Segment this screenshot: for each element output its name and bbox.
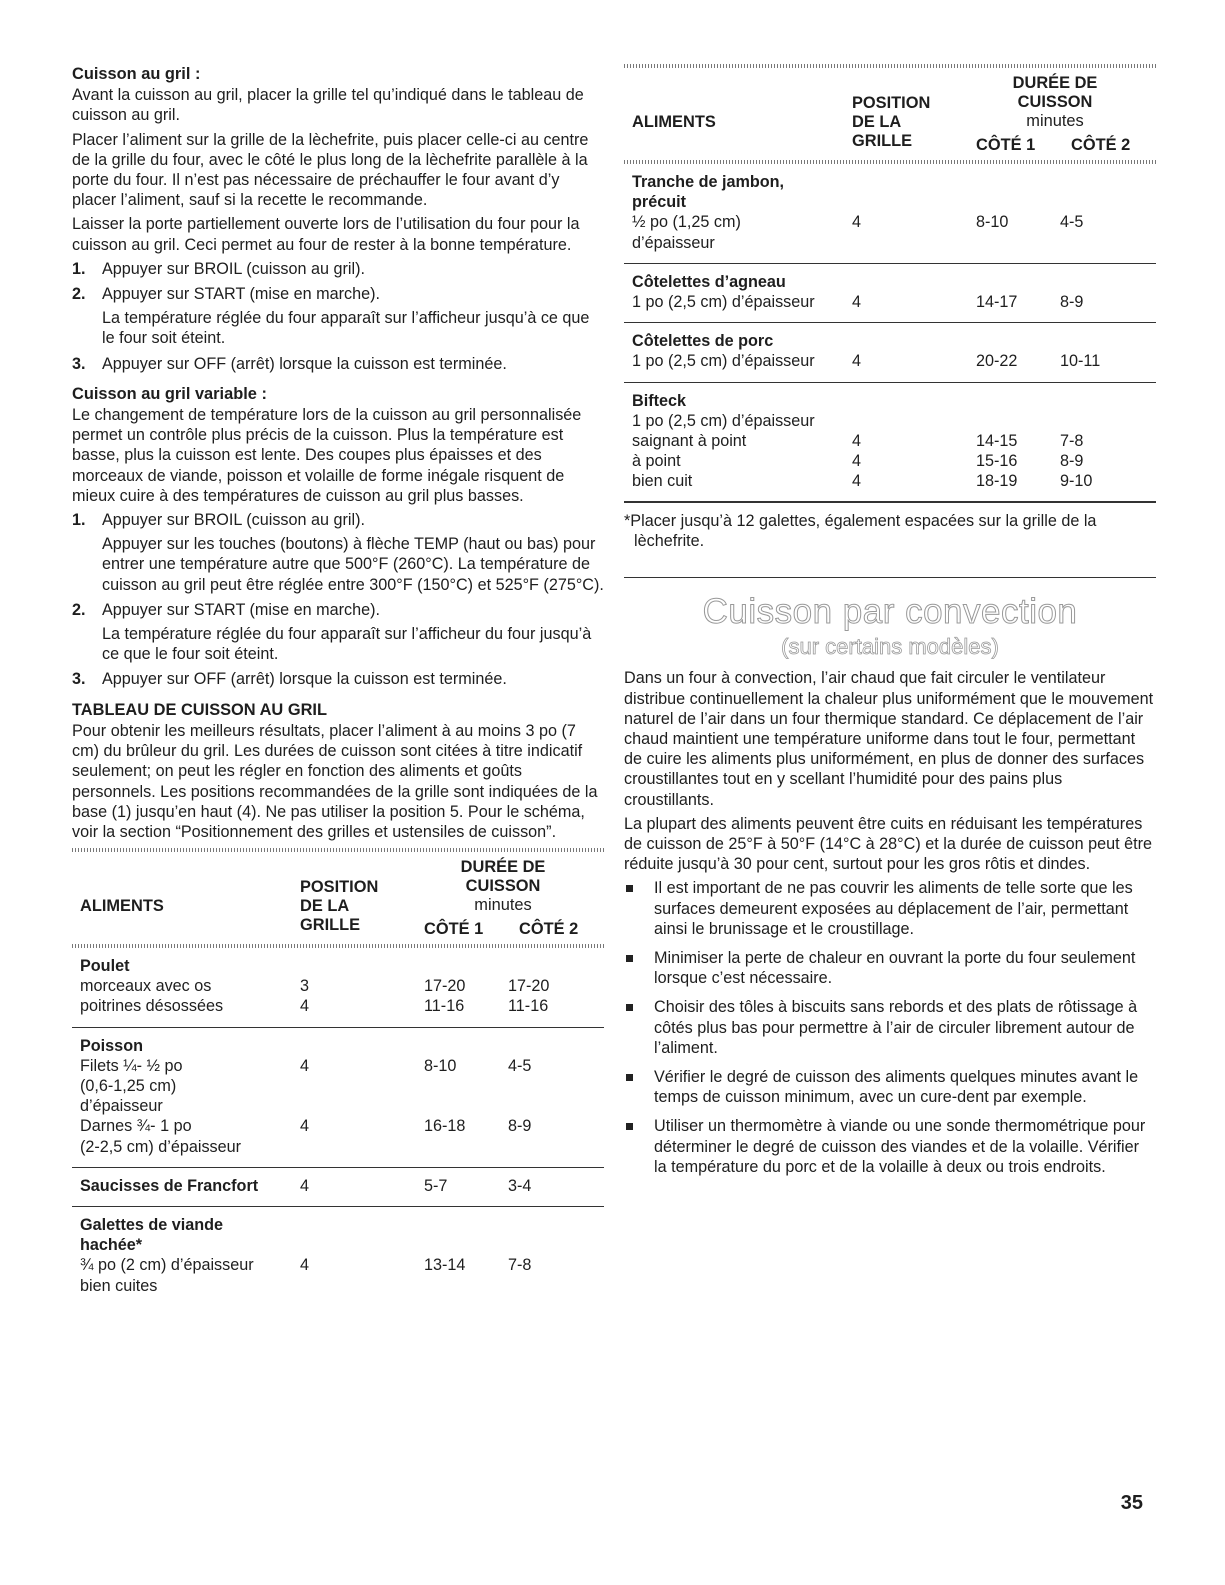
table-row [624,351,1156,371]
step-item [72,510,604,595]
side-1-time: 5-7 [424,1176,448,1195]
table-group [72,1168,604,1207]
step-detail: La température réglée du four apparaît sur l’afficheur jusqu’à ce que le four soit éteint. [102,309,590,348]
rack-position: 4 [300,1117,310,1136]
side-1-time: 11-16 [424,997,465,1016]
step-text: Appuyer sur START (mise en marche). [102,285,380,304]
side-2-time: 3-4 [508,1176,532,1195]
food-name-continued: hachée* [80,1236,143,1255]
rack-position: 3 [300,977,310,996]
tip-item [624,1116,1156,1177]
table-row [624,471,1156,491]
food-detail: (0,6-1,25 cm) [80,1077,177,1096]
food-detail: à point [632,452,681,471]
step-item [72,354,604,374]
side-2-time: 7-8 [1060,431,1084,450]
rack-position: 4 [300,1256,310,1275]
section-divider [624,577,1156,578]
header-position: POSITION [852,94,931,112]
tip-item [624,878,1156,939]
broil-table-heading: TABLEAU DE CUISSON AU GRIL [72,700,327,719]
food-name-continued: précuit [632,193,686,212]
table-row [72,1137,604,1157]
header-aliments: ALIMENTS [632,113,716,131]
header-position: POSITION [300,878,379,897]
broil-table-right [624,164,1156,501]
table-group [624,264,1156,323]
table-group-name-row [624,192,1156,212]
step-text: Appuyer sur BROIL (cuisson au gril). [102,511,365,530]
header-duree: DURÉE DE [1012,74,1098,92]
food-name: Saucisses de Francfort [80,1176,259,1195]
food-name: Tranche de jambon, [632,173,785,191]
tip-text: Il est important de ne pas couvrir les aliments de telle sorte que les surfaces demeurent exposées au déplacement de l’air, permettant ainsi le brunissage et le croustillage. [654,879,1133,938]
broil-paragraph-3: Laisser la porte partiellement ouverte lors de l’utilisation du four pour la cuisson au gril. Ceci permet au four de rester à la bonne température. [72,215,580,254]
side-2-time: 8-9 [1060,292,1084,311]
table-group-name-row [72,1235,604,1255]
header-cuisson: CUISSON [465,877,541,896]
side-2-time: 9-10 [1060,472,1093,491]
table-group [624,164,1156,264]
bullet-square-icon [626,1004,633,1011]
bullet-square-icon [626,1123,633,1130]
table-row [72,1116,604,1136]
tip-text: Utiliser un thermomètre à viande ou une sonde thermométrique pour déterminer le degré de cuisson des viandes et de la volaille. Vérifier la température du porc et de la volaille à deux ou trois endroits. [654,1117,1146,1176]
food-name: Côtelettes de porc [632,332,774,351]
page-number: 35 [1120,1492,1143,1514]
food-detail: d’épaisseur [632,233,715,252]
rack-position: 4 [852,452,862,471]
table-row [72,1255,604,1275]
table-row [72,1276,604,1296]
tip-item [624,948,1156,988]
table-group-name-row [72,956,604,976]
side-1-time: 18-19 [976,472,1018,491]
header-cote-2: CÔTÉ 2 [519,920,579,939]
food-name: Galettes de viande [80,1215,224,1234]
convection-title: Cuisson par convection [702,592,1078,632]
table-row [72,976,604,996]
table-row [624,233,1156,253]
broil-paragraph-2: Placer l’aliment sur la grille de la lèchefrite, puis placer celle-ci au centre de la grille du four, avec le côté le plus long de la lèchefrite parallèle à la porte du four. Il n’est pas nécessaire de préchauffer le four avant d’y placer l’aliment, sauf si la recette le recommande. [72,130,589,210]
food-detail: Darnes ¾- 1 po [80,1117,192,1136]
bullet-square-icon [626,955,633,962]
side-2-time: 11-16 [508,997,549,1016]
header-duree: DURÉE DE [460,858,546,877]
step-item [72,259,604,279]
header-minutes: minutes [474,896,532,915]
side-1-time: 16-18 [424,1117,466,1136]
side-2-time: 8-9 [1060,452,1084,471]
food-detail: ½ po (1,25 cm) [632,213,741,232]
step-item [72,284,604,349]
side-2-time: 4-5 [1060,213,1084,232]
food-name: Poisson [80,1036,143,1055]
food-detail: 1 po (2,5 cm) d’épaisseur [632,411,815,430]
header-cuisson: CUISSON [1017,93,1093,111]
table-row [72,1096,604,1116]
food-detail: d’épaisseur [80,1097,163,1116]
step-number: 2. [72,285,86,304]
broil-table-intro: Pour obtenir les meilleurs résultats, placer l’aliment à au moins 3 po (7 cm) du brûleur du gril. Les durées de cuisson sont citées à titre indicatif seulement; on peut les régler en fonction des aliments et goûts personnels. Les positions recommandées de la grille sont indiquées de la base (1) jusqu’en haut (4). Ne pas utiliser la position 5. Pour le schéma, voir la section “Positionnement des grilles et ustensiles de cuisson”. [72,721,598,841]
broil-paragraph-1: Avant la cuisson au gril, placer la grille tel qu’indiqué dans le tableau de cuisson au gril. [72,86,584,125]
food-detail: 1 po (2,5 cm) d’épaisseur [632,352,815,371]
step-item [72,669,604,689]
food-name: Bifteck [632,391,686,410]
convection-paragraph-1: Dans un four à convection, l’air chaud que fait circuler le ventilateur distribue continuellement la chaleur plus uniformément que le mouvement naturel de l’air dans un four thermique standard. Ce déplacement de l’air chaud maintient une température uniforme dans tout le four, permettant de cuire les aliments plus uniformément, en plus de donner des surfaces croustillantes tout en y scellant l’humidité pour des pains plus croustillants. [624,669,1154,809]
step-number: 3. [72,354,86,373]
rack-position: 4 [852,352,862,371]
header-cote-2: CÔTÉ 2 [1071,136,1131,154]
table-group [72,948,604,1028]
rack-position: 4 [852,472,862,491]
right-column [624,64,1156,1186]
table-row [624,212,1156,232]
header-de-la: DE LA [300,897,350,916]
header-aliments: ALIMENTS [80,897,164,916]
step-detail: La température réglée du four apparaît sur l’afficheur du four jusqu’à ce que le four soit éteint. [102,625,592,664]
side-2-time: 8-9 [508,1117,532,1136]
table-row [624,431,1156,451]
table-group-name-row [72,1036,604,1056]
rack-position: 4 [300,997,310,1016]
side-2-time: 10-11 [1060,352,1101,371]
food-name: Poulet [80,957,130,976]
step-text: Appuyer sur OFF (arrêt) lorsque la cuisson est terminée. [102,354,507,373]
table-group-name-row [72,1215,604,1235]
side-2-time: 4-5 [508,1056,532,1075]
step-number: 1. [72,511,86,530]
header-minutes: minutes [1026,112,1084,130]
side-1-time: 17-20 [424,977,466,996]
table-group-name-row [624,391,1156,411]
food-detail: (2-2,5 cm) d’épaisseur [80,1137,242,1156]
food-detail: bien cuites [80,1276,158,1295]
side-1-time: 8-10 [976,213,1009,232]
food-name: Côtelettes d’agneau [632,272,786,291]
convection-subtitle: (sur certains modèles) [781,634,999,660]
header-grille: GRILLE [300,916,361,935]
table-row [624,411,1156,431]
tip-item [624,1067,1156,1107]
header-cote-1: CÔTÉ 1 [976,136,1036,154]
bullet-square-icon [626,885,633,892]
food-detail: ¾ po (2 cm) d’épaisseur [80,1256,254,1275]
rack-position: 4 [300,1056,310,1075]
table-group-name-row [624,331,1156,351]
broil-table-header-left [72,852,604,944]
tip-item [624,997,1156,1058]
table-group [624,383,1156,502]
bullet-square-icon [626,1074,633,1081]
side-1-time: 14-17 [976,292,1018,311]
step-item [72,600,604,665]
step-text: Appuyer sur START (mise en marche). [102,600,380,619]
table-group [72,1028,604,1168]
header-cote-1: CÔTÉ 1 [424,920,484,939]
broil-steps-list [72,259,604,374]
table-row [72,1056,604,1076]
step-number: 1. [72,259,86,278]
step-number: 3. [72,670,86,689]
table-group-name-row [72,1176,604,1196]
side-1-time: 14-15 [976,431,1018,450]
food-detail: bien cuit [632,472,693,491]
variable-broil-steps-list [72,510,604,690]
side-1-time: 20-22 [976,352,1018,371]
side-2-time: 17-20 [508,977,550,996]
rack-position: 4 [852,213,862,232]
step-detail: Appuyer sur les touches (boutons) à flèche TEMP (haut ou bas) pour entrer une température autre que 500°F (260°C). La température de cuisson au gril peut être réglée entre 300°F (150°C) et 525°F (275°C). [102,535,604,594]
side-1-time: 8-10 [424,1056,457,1075]
side-1-time: 15-16 [976,452,1018,471]
convection-tips-list [624,878,1156,1177]
rack-position: 4 [852,292,862,311]
step-number: 2. [72,600,86,619]
header-de-la: DE LA [852,113,902,131]
food-detail: saignant à point [632,431,747,450]
step-text: Appuyer sur BROIL (cuisson au gril). [102,259,365,278]
food-detail: poitrines désossées [80,997,224,1016]
variable-broil-heading: Cuisson au gril variable : [72,384,267,403]
table-row [72,996,604,1016]
table-footnote: *Placer jusqu’à 12 galettes, également espacées sur la grille de la lèchefrite. [624,511,1097,551]
header-grille: GRILLE [852,132,913,150]
table-group [72,1207,604,1306]
rack-position: 4 [852,431,862,450]
broil-table-left [72,948,604,1306]
side-2-time: 7-8 [508,1256,532,1275]
table-group [624,323,1156,382]
table-bottom-rule [624,501,1156,503]
step-text: Appuyer sur OFF (arrêt) lorsque la cuisson est terminée. [102,670,507,689]
food-detail: morceaux avec os [80,977,212,996]
convection-paragraph-2: La plupart des aliments peuvent être cuits en réduisant les températures de cuisson de 25°F à 50°F (14°C à 28°C) et la durée de cuisson peut être réduite jusqu’à 30 pour cent, surtout pour les gros rôtis et dindes. [624,814,1153,874]
table-row [624,292,1156,312]
table-row [72,1076,604,1096]
table-group-name-row [624,272,1156,292]
tip-text: Vérifier le degré de cuisson des aliments quelques minutes avant le temps de cuisson minimum, avec un cure-dent par exemple. [654,1068,1139,1107]
broil-heading: Cuisson au gril : [72,65,201,83]
tip-text: Minimiser la perte de chaleur en ouvrant la porte du four seulement lorsque c’est nécessaire. [654,948,1136,988]
rack-position: 4 [300,1176,310,1195]
broil-table-header-right [624,68,1156,160]
tip-text: Choisir des tôles à biscuits sans rebords et des plats de rôtissage à côtés plus bas pour permettre à l’air de circuler librement autour de l’aliment. [654,998,1138,1057]
food-detail: Filets ¼- ½ po [80,1056,183,1075]
side-1-time: 13-14 [424,1256,466,1275]
variable-broil-paragraph: Le changement de température lors de la cuisson au gril personnalisée permet un contrôle plus précis de la cuisson. Plus la température est basse, plus la cuisson est lente. Des coupes plus épaisses et des morceaux de viande, poisson et volaille de forme inégale risquent de mieux cuire à des températures de cuisson au gril plus basses. [72,406,582,505]
food-detail: 1 po (2,5 cm) d’épaisseur [632,292,815,311]
table-group-name-row [624,172,1156,192]
table-row [624,451,1156,471]
left-column [72,64,604,1306]
